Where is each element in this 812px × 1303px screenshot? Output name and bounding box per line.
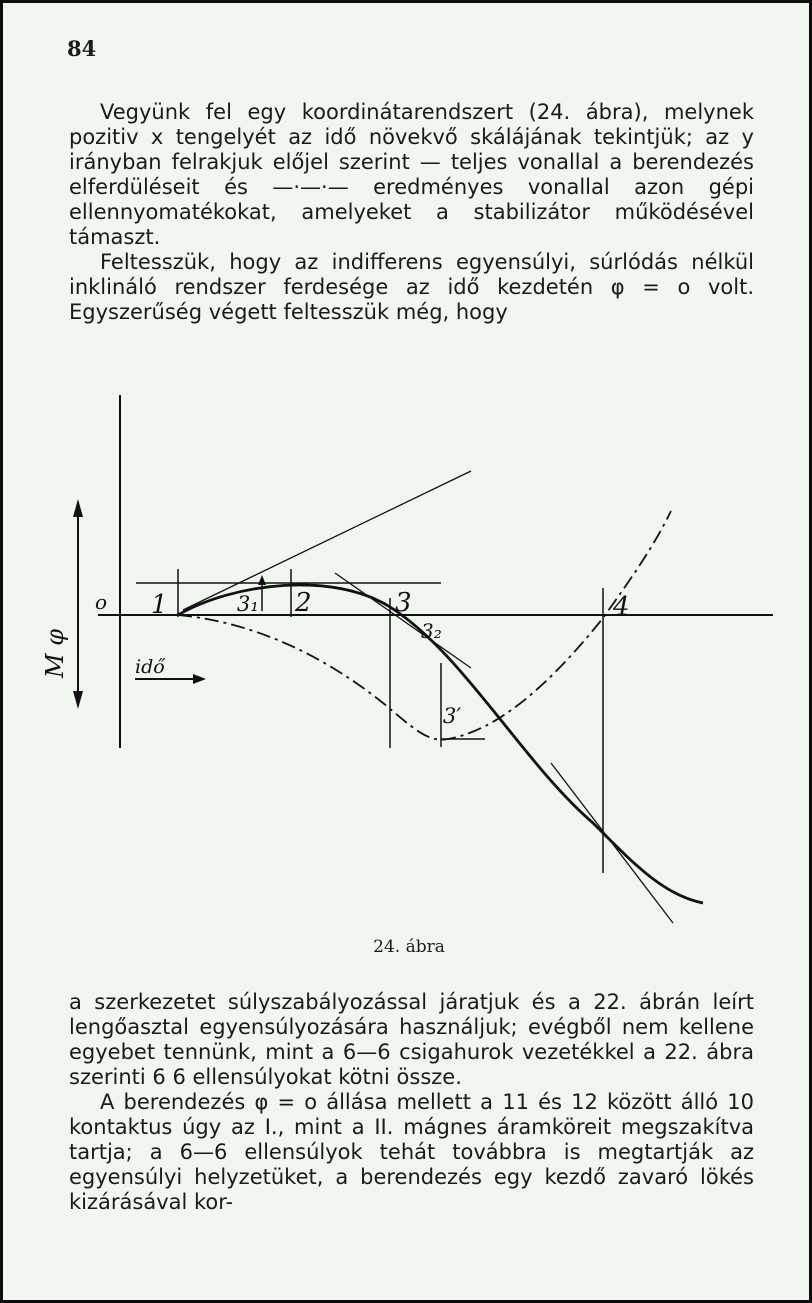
arrow-up-icon	[258, 575, 266, 585]
paragraph: a szerkezetet súlyszabályozással járatjuk és a 22. ábrán leírt lengőasztal egyensúlyozására használjuk; evégből nem kellene egyebet tennünk, mint a 6—6 csigahurok vezetékkel a 22. ábra szerinti 6 6 ellensúlyokat kötni össze.	[69, 990, 754, 1089]
point-label-3: 3	[395, 588, 412, 618]
time-label: idő	[135, 656, 165, 678]
paragraph: Feltesszük, hogy az indifferens egyensúlyi, súrlódás nélkül inklináló rendszer ferdesége az idő kezdetén φ = o volt. Egyszerűség végett feltesszük még, hogy	[69, 250, 754, 324]
arrow-down-icon	[73, 691, 83, 709]
arrow-up-icon	[73, 499, 83, 517]
point-label-2: 2	[295, 588, 312, 618]
page-number: 84	[67, 36, 97, 61]
paragraph: A berendezés φ = o állása mellett a 11 és 12 között álló 10 kontaktus úgy az I., mint a II. mágnes áramköreit megszakítva tartja; a 6—6 ellensúlyok tehát továbbra is megtartják az egyensúlyi helyzetüket, a berendezés egy kezdő zavaró lökés kizárásával kor-	[69, 1090, 754, 1214]
axis-label-vertical: M φ	[41, 628, 69, 678]
tangent-line-upper	[183, 471, 471, 610]
text-block-top	[69, 100, 754, 325]
point-label-1: 1	[151, 590, 168, 620]
point-label-3-2: 3₂	[421, 619, 442, 643]
arrow-right-icon	[193, 674, 206, 684]
origin-label: o	[95, 590, 108, 614]
text-block-bottom	[69, 990, 754, 1215]
figure-24	[3, 383, 812, 943]
paragraph: Vegyünk fel egy koordinátarendszert (24. ábra), melynek pozitiv x tengelyét az idő növekvő skálájának tekintjük; az y irányban felrakjuk előjel szerint — teljes vonallal a berendezés elferdüléseit és —·—·— eredményes vonallal azon gépi ellennyomatékokat, amelyeket a stabilizátor működésével támaszt.	[69, 100, 754, 249]
figure-caption: 24. ábra	[373, 937, 445, 957]
point-label-3-1: 3₁	[237, 592, 259, 616]
point-label-3-prime: 3′	[443, 704, 462, 728]
point-label-4: 4	[613, 592, 630, 622]
